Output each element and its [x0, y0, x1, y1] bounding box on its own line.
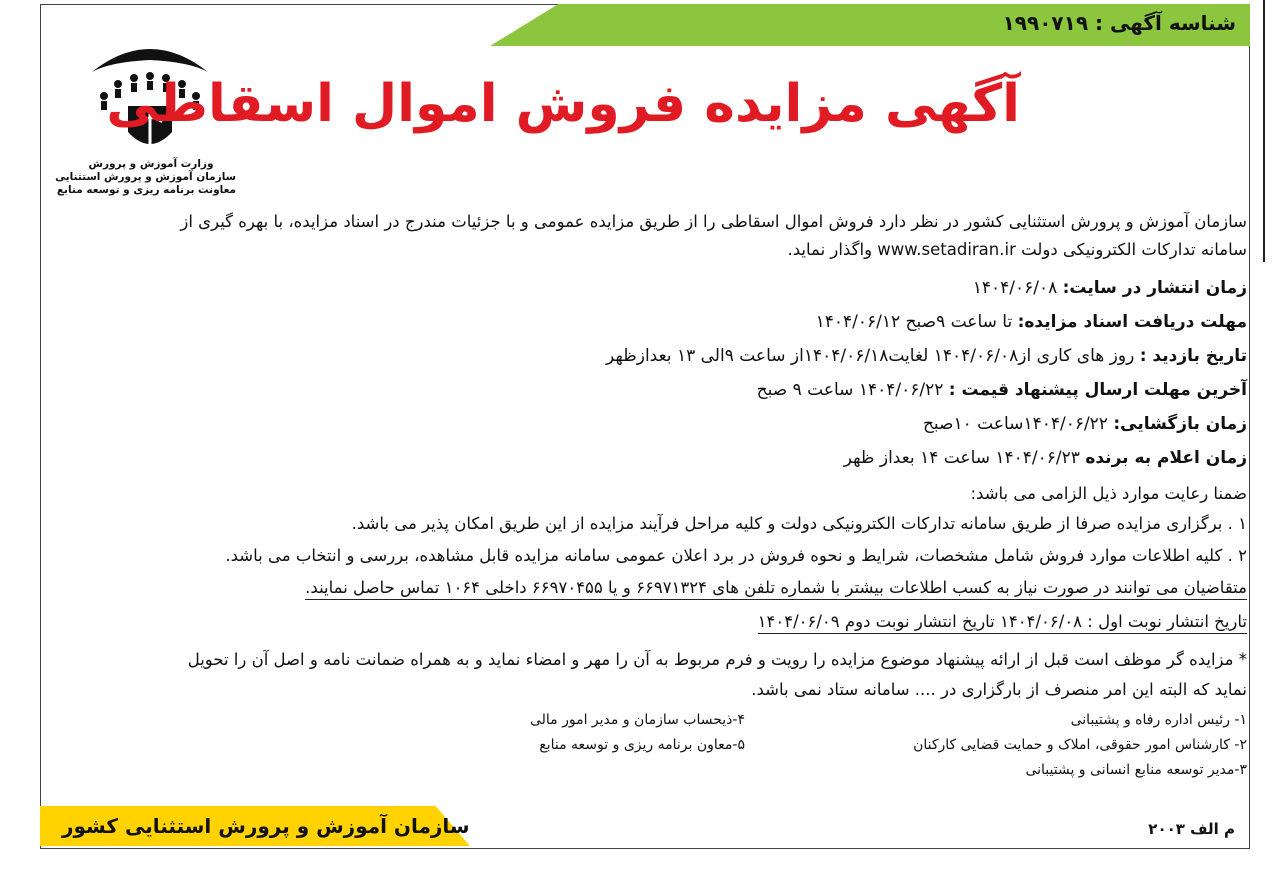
opening-row	[923, 414, 1247, 434]
logo-line-3: معاونت برنامه ریزی و توسعه منابع	[56, 184, 236, 196]
bid-row	[757, 380, 1247, 400]
ad-id: شناسه آگهی : ۱۹۹۰۷۱۹	[1002, 11, 1236, 35]
signatory-3: ۳-مدیر توسعه منابع انسانی و پشتیبانی	[1025, 762, 1247, 778]
note-line-2: نماید که البته این امر منصرف از بارگزاری در .... سامانه ستاد نمی باشد.	[751, 680, 1247, 699]
winner-value: ۱۴۰۴/۰۶/۲۳ ساعت ۱۴ بعداز ظهر	[843, 448, 1080, 468]
publish-value: ۱۴۰۴/۰۶/۰۸	[972, 278, 1058, 298]
publish-label: زمان انتشار در سایت:	[1062, 278, 1247, 298]
intro-line-1: سازمان آموزش و پرورش استثنایی کشور در نظر دارد فروش اموال اسقاطی را از طریق مزایده عمومی و با جزئیات مندرج در اسناد مزایده، با بهره گیری از	[180, 212, 1247, 231]
signatory-1: ۱- رئیس اداره رفاه و پشتیبانی	[1070, 712, 1247, 728]
docs-row	[816, 312, 1247, 332]
signatory-5: ۵-معاون برنامه ریزی و توسعه منابع	[539, 737, 745, 753]
publication-dates: تاریخ انتشار نوبت اول : ۱۴۰۴/۰۶/۰۸ تاریخ انتشار نوبت دوم ۱۴۰۴/۰۶/۰۹	[758, 612, 1247, 634]
contact-info: متقاضیان می توانند در صورت نیاز به کسب اطلاعات بیشتر با شماره تلفن های ۶۶۹۷۱۳۲۴ و یا ۶۶۹۷۰۴۵۵ داخلی ۱۰۶۴ تماس حاصل نمایند.	[305, 578, 1247, 600]
logo-line-1: وزارت آموزش و پرورش	[88, 158, 214, 170]
organization-name: سازمان آموزش و پرورش استثنایی کشور	[62, 814, 470, 838]
visit-row	[606, 346, 1247, 366]
visit-value: روز های کاری از۱۴۰۴/۰۶/۰۸ لغایت۱۴۰۴/۰۶/۱۸از ساعت ۹الی ۱۳ بعدازظهر	[605, 346, 1135, 366]
signatory-2: ۲- کارشناس امور حقوقی، املاک و حمایت قضایی کارکنان	[913, 737, 1247, 753]
requirements-intro: ضمنا رعایت موارد ذیل الزامی می باشد:	[970, 484, 1247, 503]
bid-value: ۱۴۰۴/۰۶/۲۲ ساعت ۹ صبح	[756, 380, 944, 400]
signatory-4: ۴-ذیحساب سازمان و مدیر امور مالی	[529, 712, 745, 728]
logo-line-2: سازمان آموزش و پرورش استثنایی	[55, 171, 236, 183]
ad-code: م الف ۲۰۰۳	[1148, 820, 1235, 838]
requirement-1: ۱ . برگزاری مزایده صرفا از طریق سامانه تدارکات الکترونیکی دولت و کلیه مراحل فرآیند مزایده از این طریق امکان پذیر می باشد.	[351, 514, 1247, 533]
winner-label: زمان اعلام به برنده	[1085, 448, 1247, 468]
footer-band	[40, 806, 470, 846]
logo-caption	[55, 158, 236, 197]
winner-row	[844, 448, 1247, 468]
visit-label: تاریخ بازدید :	[1139, 346, 1247, 366]
publish-row	[973, 278, 1247, 298]
divider-line	[1263, 0, 1265, 262]
opening-label: زمان بازگشایی:	[1113, 414, 1247, 434]
page-title: آگهی مزایده فروش اموال اسقاطی	[106, 74, 1020, 134]
bid-label: آخرین مهلت ارسال پیشنهاد قیمت :	[948, 380, 1247, 400]
docs-value: تا ساعت ۹صبح ۱۴۰۴/۰۶/۱۲	[815, 312, 1013, 332]
opening-value: ۱۴۰۴/۰۶/۲۲ساعت ۱۰صبح	[922, 414, 1108, 434]
intro-line-2: سامانه تدارکات الکترونیکی دولت www.setadiran.ir واگذار نماید.	[787, 240, 1247, 259]
note-line-1: * مزایده گر موظف است قبل از ارائه پیشنهاد موضوع مزایده را رویت و فرم مربوط به آن را مهر و امضاء نماید و به همراه ضمانت نامه و اصل آن را تحویل	[187, 650, 1247, 669]
requirement-2: ۲ . کلیه اطلاعات موارد فروش شامل مشخصات، شرایط و نحوه فروش در برد اعلان عمومی سامانه مزایده قابل مشاهده، بررسی و انتخاب می باشد.	[225, 546, 1247, 565]
docs-label: مهلت دریافت اسناد مزایده:	[1017, 312, 1247, 332]
